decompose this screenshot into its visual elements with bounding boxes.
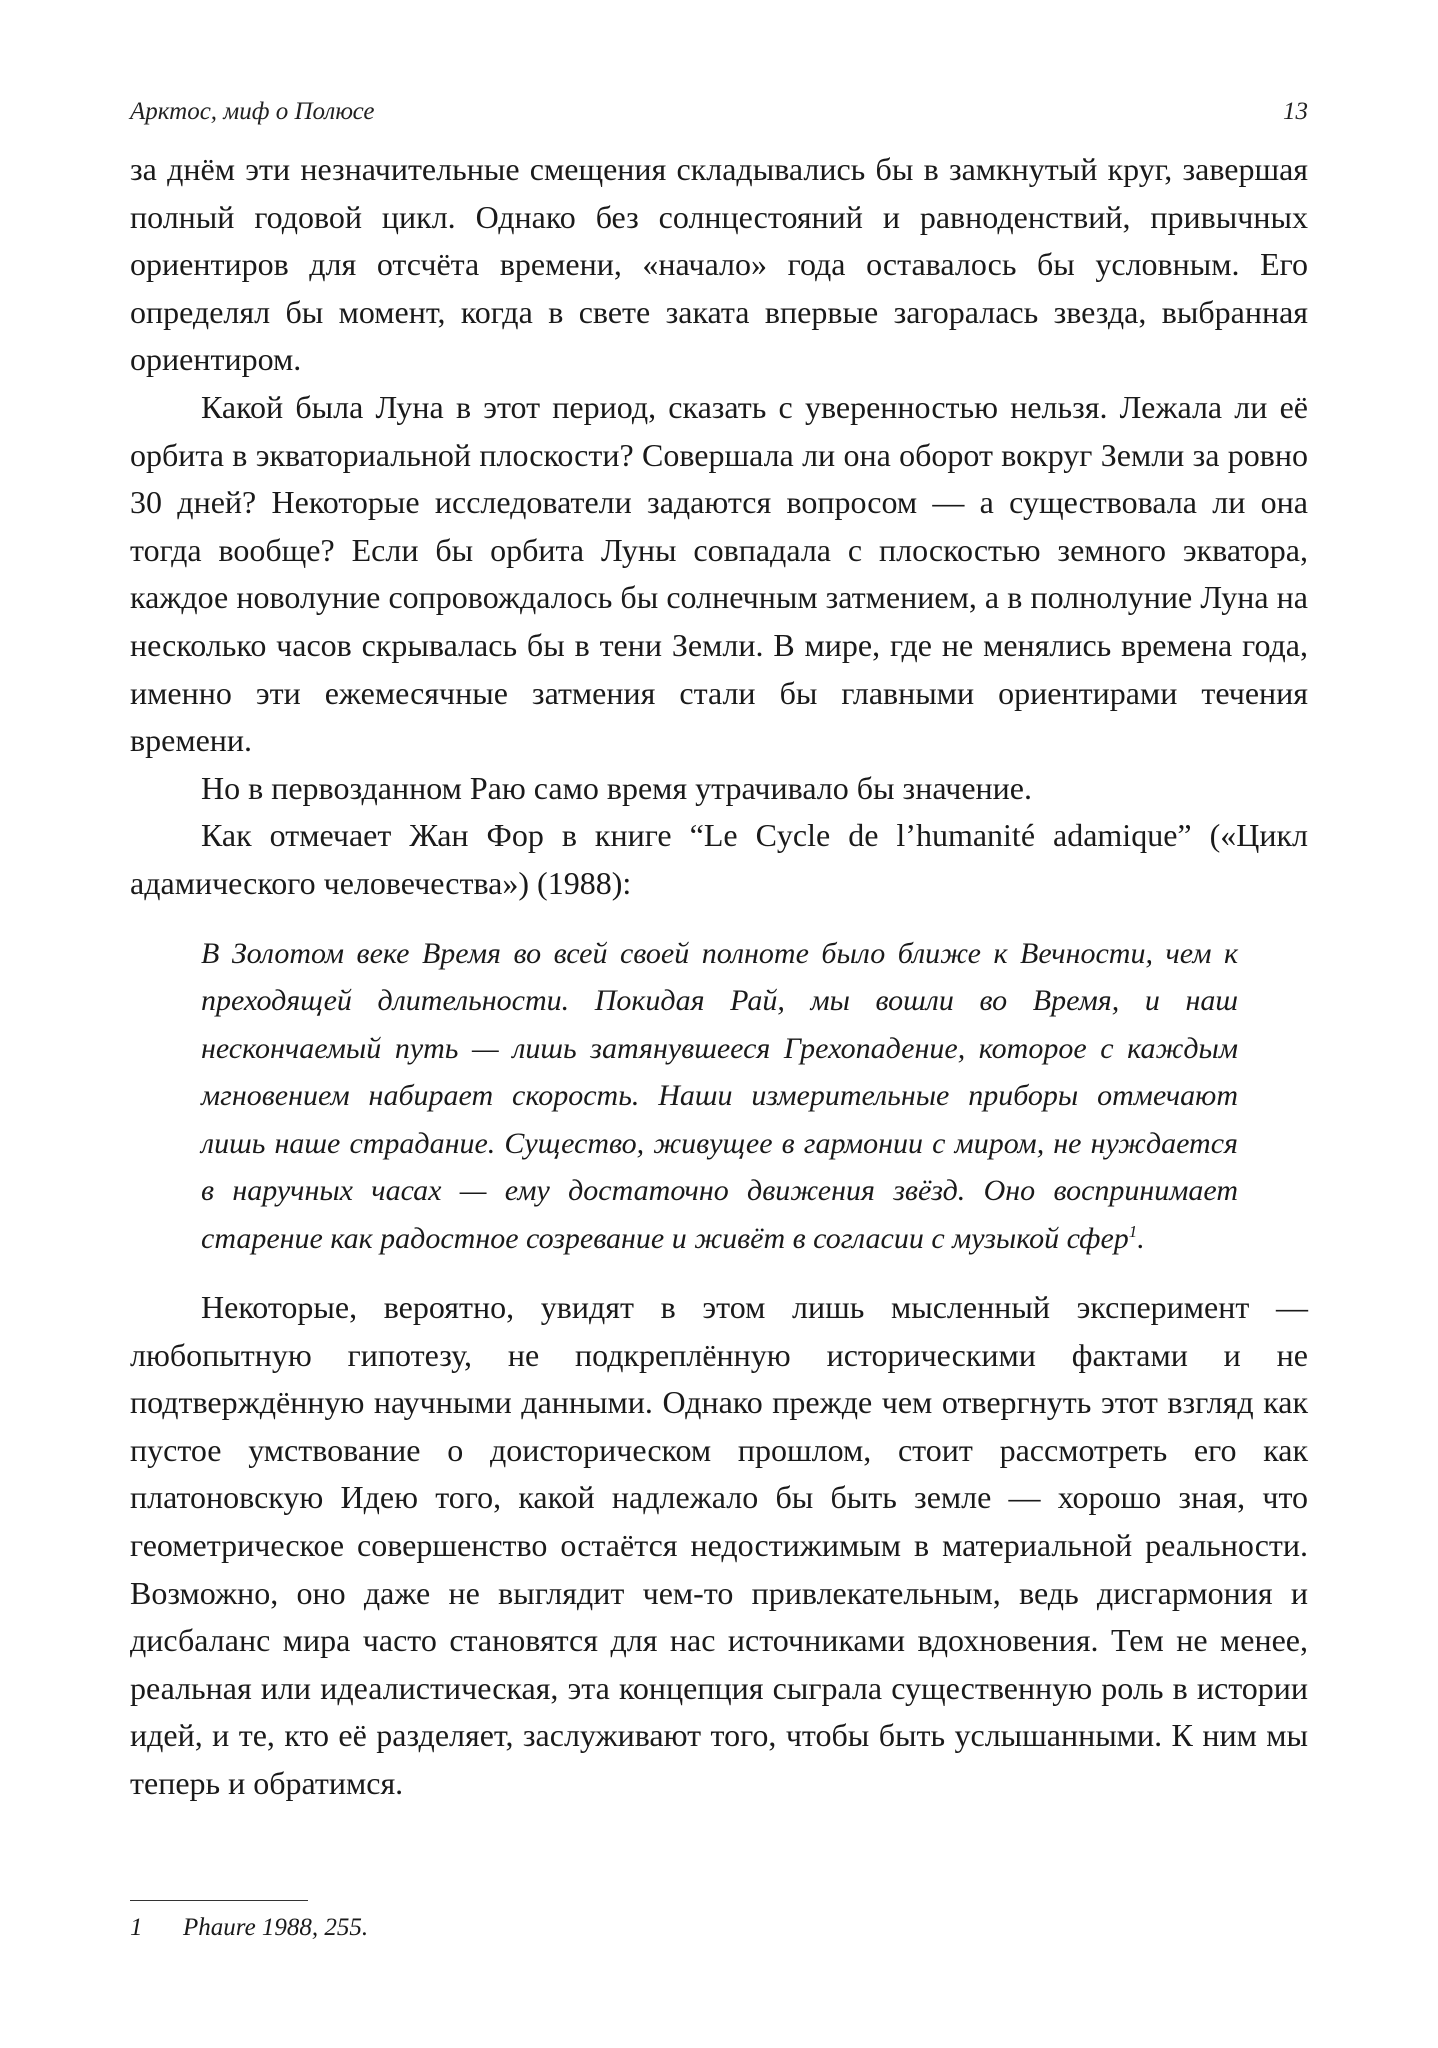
footnote-number: 1 [130,1914,143,1941]
footnote-reference[interactable]: 1 [1128,1221,1138,1241]
footnote [130,1914,368,1942]
running-head-title: Арктос, миф о Полюсе [130,98,375,125]
main-text [130,146,1308,1808]
paragraph-quote-intro: Как отмечает Жан Фор в книге “Le Cycle de l’humanité adamique” («Цикл адамического человечества») (1988): [130,817,1308,901]
running-head [130,92,1308,138]
page-number: 13 [1283,98,1308,125]
book-page [130,92,1308,2022]
paragraph-moon: Какой была Луна в этот период, сказать с уверенностью нельзя. Лежала ли её орбита в экваториальной плоскости? Совершала ли она оборот вокруг Земли за ровно 30 дней? Некоторые исследователи задаются вопросом — а существовала ли она тогда вообще? Если бы орбита Луны совпадала с плоскостью земного экватора, каждое новолуние сопровождалось бы солнечным затмением, а в полнолуние Луна на несколько часов скрывалась бы в тени Земли. В мире, где не менялись времена года, именно эти ежемесячные затмения стали бы главными ориентирами течения времени. [130,388,1308,759]
block-quote [201,930,1238,1263]
quote-end-punctuation: . [1137,1221,1145,1255]
paragraph-continued: за днём эти незначительные смещения складывались бы в замкнутый круг, завершая полный годовой цикл. Однако без солнцестояний и равноденствий, привычных ориентиров для отсчёта времени, «начало» года оставалось бы условным. Его определял бы момент, когда в свете заката впервые загоралась звезда, выбранная ориентиром. [130,151,1308,378]
footnote-text: Phaure 1988, 255. [183,1914,369,1941]
paragraph-paradise: Но в первозданном Раю само время утрачивало бы значение. [201,769,1032,806]
paragraph-closing: Некоторые, вероятно, увидят в этом лишь мысленный эксперимент — любопытную гипотезу, не подкреплённую историческими фактами и не подтверждённую научными данными. Однако прежде чем отвергнуть этот взгляд как пустое умствование о доисторическом прошлом, стоит рассмотреть его как платоновскую Идею того, какой надлежало бы быть земле — хорошо зная, что геометрическое совершенство остаётся недостижимым в материальной реальности. Возможно, оно даже не выглядит чем-то привлекательным, ведь дисгармония и дисбаланс мира часто становятся для нас источниками вдохновения. Тем не менее, реальная или идеалистическая, эта концепция сыграла существенную роль в истории идей, и те, кто её разделяет, заслуживают того, чтобы быть услышанными. К ним мы теперь и обратимся. [130,1289,1308,1801]
footnote-divider [130,1900,308,1901]
quote-text: В Золотом веке Время во всей своей полноте было ближе к Вечности, чем к преходящей длительности. Покидая Рай, мы вошли во Время, и наш нескончаемый путь — лишь затянувшееся Грехопадение, которое с каждым мгновением набирает скорость. Наши измерительные приборы отмечают лишь наше страдание. Существо, живущее в гармонии с миром, не нуждается в наручных часах — ему достаточно движения звёзд. Оно воспринимает старение как радостное созревание и живёт в согласии с музыкой сфер [201,936,1238,1255]
